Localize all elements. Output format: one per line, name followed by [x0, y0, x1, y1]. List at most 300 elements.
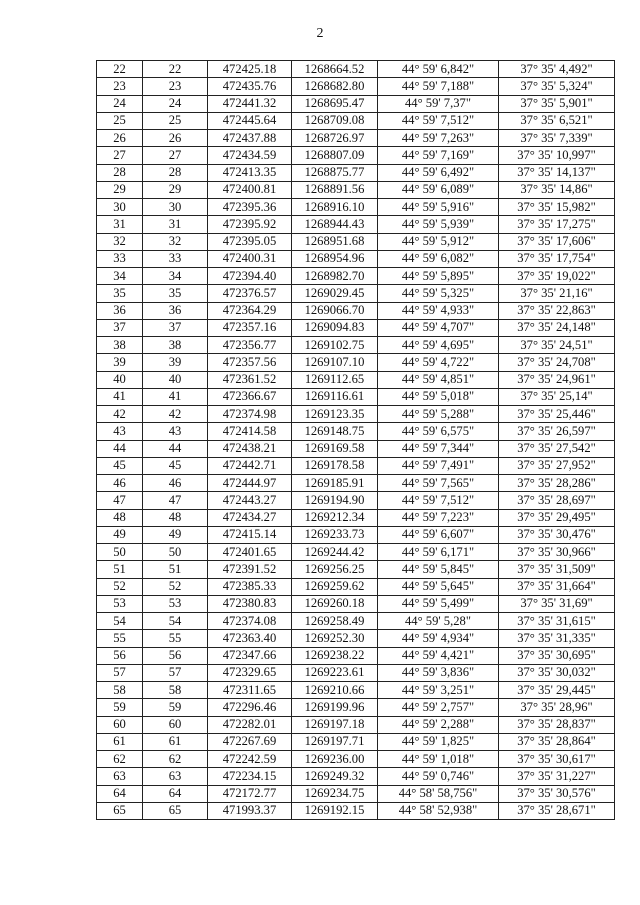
- cell-y-coordinate: 1269116.61: [292, 388, 378, 405]
- cell-point-number: 57: [97, 664, 143, 681]
- cell-point-id: 29: [143, 181, 208, 198]
- cell-latitude: 44° 59' 5,895": [378, 268, 499, 285]
- coordinates-table-body: [97, 61, 615, 820]
- cell-point-id: 41: [143, 388, 208, 405]
- table-row: [97, 595, 615, 612]
- cell-point-number: 26: [97, 130, 143, 147]
- cell-longitude: 37° 35' 31,615": [499, 613, 615, 630]
- cell-x-coordinate: 472357.16: [208, 319, 292, 336]
- cell-x-coordinate: 472435.76: [208, 78, 292, 95]
- cell-y-coordinate: 1269169.58: [292, 440, 378, 457]
- cell-longitude: 37° 35' 24,708": [499, 354, 615, 371]
- cell-longitude: 37° 35' 21,16": [499, 285, 615, 302]
- cell-point-id: 42: [143, 406, 208, 423]
- cell-latitude: 44° 59' 5,288": [378, 406, 499, 423]
- cell-latitude: 44° 59' 4,934": [378, 630, 499, 647]
- cell-point-number: 46: [97, 475, 143, 492]
- cell-x-coordinate: 472296.46: [208, 699, 292, 716]
- cell-point-number: 31: [97, 216, 143, 233]
- cell-point-number: 59: [97, 699, 143, 716]
- table-row: [97, 423, 615, 440]
- cell-x-coordinate: 472438.21: [208, 440, 292, 457]
- table-row: [97, 492, 615, 509]
- cell-latitude: 44° 59' 6,492": [378, 164, 499, 181]
- cell-longitude: 37° 35' 4,492": [499, 61, 615, 78]
- table-row: [97, 406, 615, 423]
- cell-y-coordinate: 1269249.32: [292, 768, 378, 785]
- cell-longitude: 37° 35' 6,521": [499, 112, 615, 129]
- table-row: [97, 802, 615, 819]
- cell-y-coordinate: 1269107.10: [292, 354, 378, 371]
- table-row: [97, 233, 615, 250]
- cell-x-coordinate: 472437.88: [208, 130, 292, 147]
- cell-y-coordinate: 1269260.18: [292, 595, 378, 612]
- cell-latitude: 44° 59' 1,018": [378, 751, 499, 768]
- cell-point-number: 53: [97, 595, 143, 612]
- cell-longitude: 37° 35' 30,032": [499, 664, 615, 681]
- cell-point-id: 43: [143, 423, 208, 440]
- cell-latitude: 44° 59' 6,842": [378, 61, 499, 78]
- cell-longitude: 37° 35' 31,335": [499, 630, 615, 647]
- cell-point-id: 55: [143, 630, 208, 647]
- cell-y-coordinate: 1268709.08: [292, 112, 378, 129]
- cell-longitude: 37° 35' 28,697": [499, 492, 615, 509]
- cell-longitude: 37° 35' 31,664": [499, 578, 615, 595]
- cell-x-coordinate: 472380.83: [208, 595, 292, 612]
- cell-longitude: 37° 35' 30,617": [499, 751, 615, 768]
- cell-point-number: 36: [97, 302, 143, 319]
- cell-y-coordinate: 1268951.68: [292, 233, 378, 250]
- cell-x-coordinate: 472395.05: [208, 233, 292, 250]
- cell-point-id: 23: [143, 78, 208, 95]
- coordinates-table: [96, 60, 615, 820]
- cell-point-id: 47: [143, 492, 208, 509]
- cell-y-coordinate: 1269197.71: [292, 733, 378, 750]
- cell-point-id: 54: [143, 613, 208, 630]
- cell-longitude: 37° 35' 30,695": [499, 647, 615, 664]
- cell-longitude: 37° 35' 28,96": [499, 699, 615, 716]
- cell-longitude: 37° 35' 26,597": [499, 423, 615, 440]
- table-row: [97, 285, 615, 302]
- table-row: [97, 268, 615, 285]
- cell-latitude: 44° 59' 7,37": [378, 95, 499, 112]
- cell-latitude: 44° 58' 58,756": [378, 785, 499, 802]
- cell-point-number: 27: [97, 147, 143, 164]
- cell-latitude: 44° 59' 5,018": [378, 388, 499, 405]
- cell-y-coordinate: 1269148.75: [292, 423, 378, 440]
- cell-latitude: 44° 59' 5,325": [378, 285, 499, 302]
- cell-longitude: 37° 35' 29,495": [499, 509, 615, 526]
- cell-y-coordinate: 1269234.75: [292, 785, 378, 802]
- cell-point-number: 51: [97, 561, 143, 578]
- cell-x-coordinate: 471993.37: [208, 802, 292, 819]
- cell-longitude: 37° 35' 5,901": [499, 95, 615, 112]
- cell-latitude: 44° 59' 4,421": [378, 647, 499, 664]
- table-row: [97, 216, 615, 233]
- cell-x-coordinate: 472172.77: [208, 785, 292, 802]
- cell-point-id: 24: [143, 95, 208, 112]
- table-row: [97, 475, 615, 492]
- table-row: [97, 302, 615, 319]
- cell-point-id: 36: [143, 302, 208, 319]
- cell-y-coordinate: 1269066.70: [292, 302, 378, 319]
- cell-point-id: 50: [143, 544, 208, 561]
- cell-x-coordinate: 472391.52: [208, 561, 292, 578]
- table-row: [97, 544, 615, 561]
- table-row: [97, 319, 615, 336]
- cell-point-number: 29: [97, 181, 143, 198]
- cell-point-number: 25: [97, 112, 143, 129]
- cell-x-coordinate: 472400.31: [208, 250, 292, 267]
- cell-point-id: 51: [143, 561, 208, 578]
- table-row: [97, 699, 615, 716]
- cell-latitude: 44° 59' 6,082": [378, 250, 499, 267]
- cell-longitude: 37° 35' 31,69": [499, 595, 615, 612]
- cell-x-coordinate: 472401.65: [208, 544, 292, 561]
- cell-latitude: 44° 59' 2,288": [378, 716, 499, 733]
- cell-point-number: 24: [97, 95, 143, 112]
- cell-x-coordinate: 472434.27: [208, 509, 292, 526]
- cell-longitude: 37° 35' 27,542": [499, 440, 615, 457]
- table-row: [97, 61, 615, 78]
- cell-point-id: 37: [143, 319, 208, 336]
- cell-y-coordinate: 1269210.66: [292, 682, 378, 699]
- cell-y-coordinate: 1269094.83: [292, 319, 378, 336]
- cell-point-id: 64: [143, 785, 208, 802]
- cell-latitude: 44° 58' 52,938": [378, 802, 499, 819]
- cell-x-coordinate: 472242.59: [208, 751, 292, 768]
- cell-point-number: 42: [97, 406, 143, 423]
- cell-latitude: 44° 59' 6,607": [378, 526, 499, 543]
- cell-latitude: 44° 59' 6,575": [378, 423, 499, 440]
- cell-y-coordinate: 1269223.61: [292, 664, 378, 681]
- cell-x-coordinate: 472234.15: [208, 768, 292, 785]
- cell-longitude: 37° 35' 14,86": [499, 181, 615, 198]
- cell-longitude: 37° 35' 29,445": [499, 682, 615, 699]
- cell-point-id: 46: [143, 475, 208, 492]
- cell-point-id: 22: [143, 61, 208, 78]
- cell-x-coordinate: 472363.40: [208, 630, 292, 647]
- cell-point-number: 30: [97, 199, 143, 216]
- cell-latitude: 44° 59' 5,912": [378, 233, 499, 250]
- cell-longitude: 37° 35' 27,952": [499, 457, 615, 474]
- cell-point-number: 38: [97, 337, 143, 354]
- cell-point-number: 45: [97, 457, 143, 474]
- cell-latitude: 44° 59' 5,645": [378, 578, 499, 595]
- table-row: [97, 181, 615, 198]
- cell-point-id: 32: [143, 233, 208, 250]
- cell-x-coordinate: 472366.67: [208, 388, 292, 405]
- cell-x-coordinate: 472413.35: [208, 164, 292, 181]
- cell-point-id: 26: [143, 130, 208, 147]
- cell-point-number: 54: [97, 613, 143, 630]
- cell-point-id: 40: [143, 371, 208, 388]
- cell-point-number: 32: [97, 233, 143, 250]
- cell-longitude: 37° 35' 28,864": [499, 733, 615, 750]
- cell-longitude: 37° 35' 17,754": [499, 250, 615, 267]
- cell-longitude: 37° 35' 30,476": [499, 526, 615, 543]
- cell-x-coordinate: 472444.97: [208, 475, 292, 492]
- cell-x-coordinate: 472442.71: [208, 457, 292, 474]
- cell-point-id: 33: [143, 250, 208, 267]
- cell-point-id: 45: [143, 457, 208, 474]
- cell-point-id: 44: [143, 440, 208, 457]
- cell-point-number: 22: [97, 61, 143, 78]
- cell-x-coordinate: 472356.77: [208, 337, 292, 354]
- cell-point-id: 25: [143, 112, 208, 129]
- cell-point-id: 52: [143, 578, 208, 595]
- cell-point-number: 55: [97, 630, 143, 647]
- cell-y-coordinate: 1269123.35: [292, 406, 378, 423]
- table-row: [97, 371, 615, 388]
- cell-point-number: 33: [97, 250, 143, 267]
- table-row: [97, 578, 615, 595]
- cell-point-id: 62: [143, 751, 208, 768]
- table-row: [97, 337, 615, 354]
- cell-longitude: 37° 35' 14,137": [499, 164, 615, 181]
- table-row: [97, 785, 615, 802]
- cell-latitude: 44° 59' 7,263": [378, 130, 499, 147]
- cell-point-number: 44: [97, 440, 143, 457]
- cell-x-coordinate: 472376.57: [208, 285, 292, 302]
- cell-latitude: 44° 59' 0,746": [378, 768, 499, 785]
- cell-point-id: 31: [143, 216, 208, 233]
- cell-y-coordinate: 1269256.25: [292, 561, 378, 578]
- cell-point-number: 56: [97, 647, 143, 664]
- cell-latitude: 44° 59' 7,565": [378, 475, 499, 492]
- cell-x-coordinate: 472347.66: [208, 647, 292, 664]
- table-row: [97, 613, 615, 630]
- cell-y-coordinate: 1269244.42: [292, 544, 378, 561]
- cell-x-coordinate: 472364.29: [208, 302, 292, 319]
- cell-y-coordinate: 1268726.97: [292, 130, 378, 147]
- table-row: [97, 526, 615, 543]
- table-row: [97, 630, 615, 647]
- cell-point-id: 53: [143, 595, 208, 612]
- cell-y-coordinate: 1269258.49: [292, 613, 378, 630]
- cell-x-coordinate: 472357.56: [208, 354, 292, 371]
- cell-longitude: 37° 35' 25,446": [499, 406, 615, 423]
- cell-point-id: 27: [143, 147, 208, 164]
- cell-x-coordinate: 472282.01: [208, 716, 292, 733]
- cell-longitude: 37° 35' 7,339": [499, 130, 615, 147]
- cell-x-coordinate: 472394.40: [208, 268, 292, 285]
- cell-y-coordinate: 1268916.10: [292, 199, 378, 216]
- cell-latitude: 44° 59' 4,722": [378, 354, 499, 371]
- cell-latitude: 44° 59' 7,169": [378, 147, 499, 164]
- cell-y-coordinate: 1268944.43: [292, 216, 378, 233]
- cell-longitude: 37° 35' 31,509": [499, 561, 615, 578]
- cell-y-coordinate: 1269178.58: [292, 457, 378, 474]
- table-row: [97, 164, 615, 181]
- table-row: [97, 751, 615, 768]
- cell-point-number: 65: [97, 802, 143, 819]
- table-row: [97, 457, 615, 474]
- cell-point-id: 35: [143, 285, 208, 302]
- cell-latitude: 44° 59' 5,28": [378, 613, 499, 630]
- cell-latitude: 44° 59' 1,825": [378, 733, 499, 750]
- cell-y-coordinate: 1269194.90: [292, 492, 378, 509]
- cell-y-coordinate: 1268891.56: [292, 181, 378, 198]
- cell-longitude: 37° 35' 17,606": [499, 233, 615, 250]
- cell-y-coordinate: 1269197.18: [292, 716, 378, 733]
- cell-y-coordinate: 1269236.00: [292, 751, 378, 768]
- cell-x-coordinate: 472434.59: [208, 147, 292, 164]
- cell-longitude: 37° 35' 10,997": [499, 147, 615, 164]
- cell-x-coordinate: 472267.69: [208, 733, 292, 750]
- cell-point-id: 58: [143, 682, 208, 699]
- cell-longitude: 37° 35' 28,671": [499, 802, 615, 819]
- cell-point-number: 40: [97, 371, 143, 388]
- cell-y-coordinate: 1268682.80: [292, 78, 378, 95]
- cell-point-id: 28: [143, 164, 208, 181]
- cell-longitude: 37° 35' 24,961": [499, 371, 615, 388]
- cell-point-id: 30: [143, 199, 208, 216]
- table-row: [97, 682, 615, 699]
- cell-point-id: 57: [143, 664, 208, 681]
- table-row: [97, 250, 615, 267]
- cell-latitude: 44° 59' 7,188": [378, 78, 499, 95]
- cell-point-number: 61: [97, 733, 143, 750]
- cell-point-number: 52: [97, 578, 143, 595]
- cell-y-coordinate: 1269259.62: [292, 578, 378, 595]
- cell-y-coordinate: 1268954.96: [292, 250, 378, 267]
- cell-latitude: 44° 59' 7,344": [378, 440, 499, 457]
- cell-latitude: 44° 59' 4,851": [378, 371, 499, 388]
- cell-y-coordinate: 1269252.30: [292, 630, 378, 647]
- cell-latitude: 44° 59' 7,491": [378, 457, 499, 474]
- cell-y-coordinate: 1269102.75: [292, 337, 378, 354]
- cell-x-coordinate: 472395.36: [208, 199, 292, 216]
- cell-latitude: 44° 59' 4,707": [378, 319, 499, 336]
- cell-point-id: 56: [143, 647, 208, 664]
- cell-latitude: 44° 59' 7,512": [378, 492, 499, 509]
- cell-longitude: 37° 35' 30,966": [499, 544, 615, 561]
- cell-x-coordinate: 472311.65: [208, 682, 292, 699]
- cell-x-coordinate: 472425.18: [208, 61, 292, 78]
- cell-point-id: 63: [143, 768, 208, 785]
- cell-x-coordinate: 472395.92: [208, 216, 292, 233]
- cell-latitude: 44° 59' 6,089": [378, 181, 499, 198]
- table-row: [97, 716, 615, 733]
- cell-point-id: 60: [143, 716, 208, 733]
- cell-x-coordinate: 472374.98: [208, 406, 292, 423]
- cell-y-coordinate: 1269185.91: [292, 475, 378, 492]
- cell-point-number: 41: [97, 388, 143, 405]
- cell-y-coordinate: 1268695.47: [292, 95, 378, 112]
- cell-point-id: 61: [143, 733, 208, 750]
- cell-point-number: 47: [97, 492, 143, 509]
- cell-x-coordinate: 472400.81: [208, 181, 292, 198]
- cell-point-number: 49: [97, 526, 143, 543]
- cell-point-number: 35: [97, 285, 143, 302]
- cell-latitude: 44° 59' 2,757": [378, 699, 499, 716]
- cell-point-number: 23: [97, 78, 143, 95]
- table-row: [97, 509, 615, 526]
- cell-longitude: 37° 35' 5,324": [499, 78, 615, 95]
- cell-y-coordinate: 1268982.70: [292, 268, 378, 285]
- cell-point-number: 28: [97, 164, 143, 181]
- cell-longitude: 37° 35' 25,14": [499, 388, 615, 405]
- cell-point-id: 48: [143, 509, 208, 526]
- cell-point-id: 65: [143, 802, 208, 819]
- cell-point-id: 39: [143, 354, 208, 371]
- cell-y-coordinate: 1268875.77: [292, 164, 378, 181]
- table-row: [97, 130, 615, 147]
- table-row: [97, 78, 615, 95]
- table-row: [97, 112, 615, 129]
- cell-longitude: 37° 35' 30,576": [499, 785, 615, 802]
- cell-y-coordinate: 1269112.65: [292, 371, 378, 388]
- table-row: [97, 664, 615, 681]
- cell-point-number: 50: [97, 544, 143, 561]
- table-row: [97, 440, 615, 457]
- table-row: [97, 733, 615, 750]
- cell-latitude: 44° 59' 5,916": [378, 199, 499, 216]
- cell-point-id: 34: [143, 268, 208, 285]
- cell-y-coordinate: 1269199.96: [292, 699, 378, 716]
- cell-longitude: 37° 35' 22,863": [499, 302, 615, 319]
- cell-y-coordinate: 1269029.45: [292, 285, 378, 302]
- cell-latitude: 44° 59' 7,223": [378, 509, 499, 526]
- cell-y-coordinate: 1268664.52: [292, 61, 378, 78]
- table-row: [97, 388, 615, 405]
- cell-latitude: 44° 59' 4,695": [378, 337, 499, 354]
- table-row: [97, 147, 615, 164]
- cell-x-coordinate: 472443.27: [208, 492, 292, 509]
- cell-x-coordinate: 472441.32: [208, 95, 292, 112]
- page-number: 2: [316, 26, 324, 41]
- cell-longitude: 37° 35' 19,022": [499, 268, 615, 285]
- cell-latitude: 44° 59' 7,512": [378, 112, 499, 129]
- cell-longitude: 37° 35' 15,982": [499, 199, 615, 216]
- cell-x-coordinate: 472361.52: [208, 371, 292, 388]
- cell-x-coordinate: 472329.65: [208, 664, 292, 681]
- cell-point-number: 63: [97, 768, 143, 785]
- cell-longitude: 37° 35' 28,286": [499, 475, 615, 492]
- table-row: [97, 647, 615, 664]
- cell-longitude: 37° 35' 17,275": [499, 216, 615, 233]
- cell-latitude: 44° 59' 5,845": [378, 561, 499, 578]
- cell-point-id: 38: [143, 337, 208, 354]
- cell-x-coordinate: 472445.64: [208, 112, 292, 129]
- cell-point-number: 43: [97, 423, 143, 440]
- table-row: [97, 768, 615, 785]
- cell-point-id: 49: [143, 526, 208, 543]
- cell-latitude: 44° 59' 5,499": [378, 595, 499, 612]
- cell-longitude: 37° 35' 31,227": [499, 768, 615, 785]
- cell-y-coordinate: 1269192.15: [292, 802, 378, 819]
- cell-point-id: 59: [143, 699, 208, 716]
- cell-latitude: 44° 59' 3,836": [378, 664, 499, 681]
- cell-x-coordinate: 472415.14: [208, 526, 292, 543]
- cell-latitude: 44° 59' 3,251": [378, 682, 499, 699]
- table-row: [97, 199, 615, 216]
- cell-point-number: 64: [97, 785, 143, 802]
- cell-latitude: 44° 59' 6,171": [378, 544, 499, 561]
- cell-latitude: 44° 59' 4,933": [378, 302, 499, 319]
- cell-point-number: 58: [97, 682, 143, 699]
- cell-point-number: 60: [97, 716, 143, 733]
- cell-point-number: 37: [97, 319, 143, 336]
- cell-longitude: 37° 35' 24,51": [499, 337, 615, 354]
- cell-x-coordinate: 472374.08: [208, 613, 292, 630]
- cell-y-coordinate: 1269212.34: [292, 509, 378, 526]
- cell-point-number: 48: [97, 509, 143, 526]
- table-row: [97, 561, 615, 578]
- cell-longitude: 37° 35' 24,148": [499, 319, 615, 336]
- cell-point-number: 34: [97, 268, 143, 285]
